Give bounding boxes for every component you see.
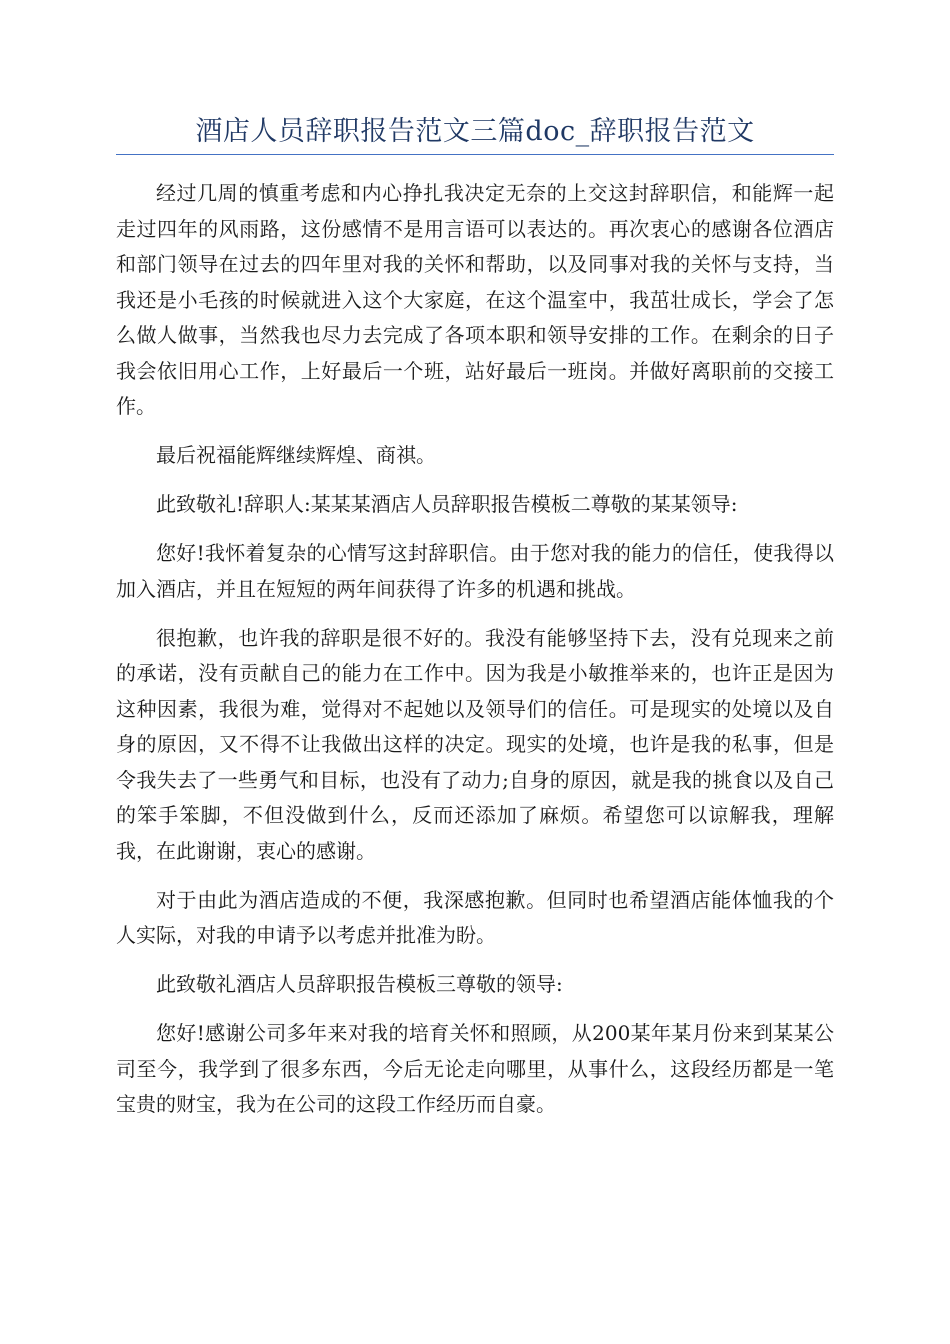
paragraph-7: 此致敬礼酒店人员辞职报告模板三尊敬的领导:: [156, 972, 563, 996]
paragraph-2: 最后祝福能辉继续辉煌、商祺。: [156, 443, 436, 467]
document-title: 酒店人员辞职报告范文三篇doc_辞职报告范文: [195, 116, 755, 147]
paragraph-1: 经过几周的慎重考虑和内心挣扎我决定无奈的上交这封辞职信，和能辉一起走过四年的风雨路，这份感情不是用言语可以表达的。再次衷心的感谢各位酒店和部门领导在过去的四年里对我的关怀和帮助，以及同事对我的关怀与支持，当我还是小毛孩的时候就进入这个大家庭，在这个温室中，我茁壮成长，学会了怎么做人做事，当然我也尽力去完成了各项本职和领导安排的工作。在剩余的日子我会依旧用心工作，上好最后一个班，站好最后一班岗。并做好离职前的交接工作。: [116, 181, 834, 418]
paragraph-5: 很抱歉，也许我的辞职是很不好的。我没有能够坚持下去，没有兑现来之前的承诺，没有贡献自己的能力在工作中。因为我是小敏推举来的，也许正是因为这种因素，我很为难，觉得对不起她以及领导们的信任。可是现实的处境以及自身的原因，又不得不让我做出这样的决定。现实的处境，也许是我的私事，但是令我失去了一些勇气和目标，也没有了动力;自身的原因，就是我的挑食以及自己的笨手笨脚，不但没做到什么，反而还添加了麻烦。希望您可以谅解我，理解我，在此谢谢，衷心的感谢。: [116, 625, 834, 863]
paragraph-8: 您好!感谢公司多年来对我的培育关怀和照顾，从200某年某月份来到某某公司至今，我学到了很多东西，今后无论走向哪里，从事什么，这段经历都是一笔宝贵的财宝，我为在公司的这段工作经历而自豪。: [116, 1021, 834, 1116]
document-body: [116, 176, 834, 1136]
title-underline: [116, 154, 834, 155]
paragraph-3: 此致敬礼!辞职人:某某某酒店人员辞职报告模板二尊敬的某某领导:: [156, 492, 738, 516]
paragraph-4: 您好!我怀着复杂的心情写这封辞职信。由于您对我的能力的信任，使我得以加入酒店，并且在短短的两年间获得了许多的机遇和挑战。: [116, 541, 834, 601]
paragraph-6: 对于由此为酒店造成的不便，我深感抱歉。但同时也希望酒店能体恤我的个人实际，对我的申请予以考虑并批准为盼。: [116, 887, 834, 947]
